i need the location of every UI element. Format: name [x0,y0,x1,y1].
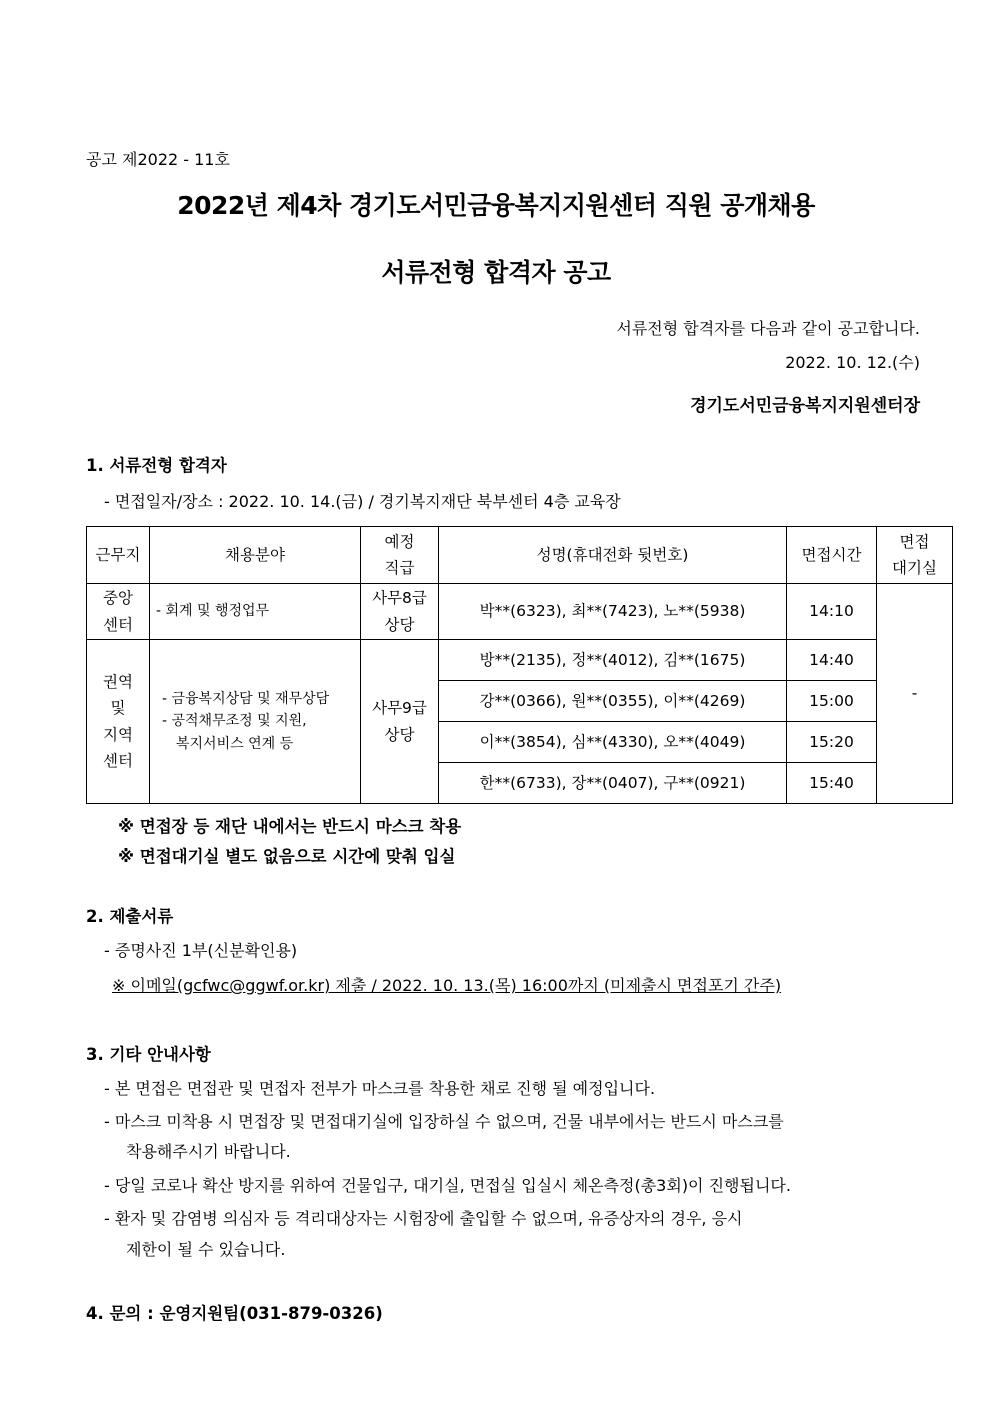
guide-item-continuation: 제한이 될 수 있습니다. [126,1240,286,1259]
names-cell: 한**(6733), 장**(0407), 구**(0921) [439,763,787,804]
header-location: 근무지 [87,527,150,584]
section2-heading: 2. 제출서류 [86,907,174,926]
header-grade: 예정 직급 [361,527,439,584]
location-cell: 권역 및 지역 센터 [87,640,150,804]
time-cell: 14:40 [787,640,877,681]
time-cell: 15:40 [787,763,877,804]
grade-cell: 사무9급 상당 [361,640,439,804]
section3-heading: 3. 기타 안내사항 [86,1045,211,1064]
issuer-name: 경기도서민금융복지지원센터장 [690,396,920,416]
time-cell: 15:20 [787,722,877,763]
waiting-room-cell: - [877,584,953,804]
grade-cell: 사무8급 상당 [361,584,439,640]
table-header-row [87,527,953,584]
field-cell: - 회계 및 행정업무 [150,584,361,640]
table-row [87,640,953,681]
interview-info: - 면접일자/장소 : 2022. 10. 14.(금) / 경기복지재단 북부센터 4층 교육장 [104,492,621,511]
names-cell: 박**(6323), 최**(7423), 노**(5938) [439,584,787,640]
names-cell: 방**(2135), 정**(4012), 김**(1675) [439,640,787,681]
contact-heading: 4. 문의 : 운영지원팀(031-879-0326) [86,1304,383,1323]
guide-item-continuation: 착용해주시기 바랍니다. [126,1142,291,1161]
field-cell: - 금융복지상담 및 재무상담 - 공적채무조정 및 지원, 복지서비스 연계 등 [150,640,361,804]
document-title: 2022년 제4차 경기도서민금융복지지원센터 직원 공개채용 [177,191,815,220]
table-row [87,584,953,640]
waiting-room-note: ※ 면접대기실 별도 없음으로 시간에 맞춰 입실 [118,847,456,866]
document-item: - 증명사진 1부(신분확인용) [104,941,298,960]
guide-item: - 본 면접은 면접관 및 면접자 전부가 마스크를 착용한 채로 진행 될 예정입니다. [104,1079,656,1098]
header-names: 성명(휴대전화 뒷번호) [439,527,787,584]
document-subtitle: 서류전형 합격자 공고 [381,258,611,287]
names-cell: 이**(3854), 심**(4330), 오**(4049) [439,722,787,763]
results-table [86,526,953,804]
section1-heading: 1. 서류전형 합격자 [86,456,227,475]
mask-note: ※ 면접장 등 재단 내에서는 반드시 마스크 착용 [118,817,462,836]
time-cell: 15:00 [787,681,877,722]
notice-number: 공고 제2022 - 11호 [86,150,230,169]
intro-text: 서류전형 합격자를 다음과 같이 공고합니다. [616,319,920,338]
guide-item: - 마스크 미착용 시 면접장 및 면접대기실에 입장하실 수 없으며, 건물 내부에서는 반드시 마스크를 [104,1112,784,1131]
notice-date: 2022. 10. 12.(수) [785,353,920,372]
time-cell: 14:10 [787,584,877,640]
email-submission-note: ※ 이메일(gcfwc@ggwf.or.kr) 제출 / 2022. 10. 13.(목) 16:00까지 (미제출시 면접포기 간주) [112,976,782,995]
header-time: 면접시간 [787,527,877,584]
guide-item: - 당일 코로나 확산 방지를 위하여 건물입구, 대기실, 면접실 입실시 체온측정(총3회)이 진행됩니다. [104,1176,791,1195]
header-waiting-room: 면접 대기실 [877,527,953,584]
header-field: 채용분야 [150,527,361,584]
names-cell: 강**(0366), 원**(0355), 이**(4269) [439,681,787,722]
guide-item: - 환자 및 감염병 의심자 등 격리대상자는 시험장에 출입할 수 없으며, 유증상자의 경우, 응시 [104,1209,743,1228]
location-cell: 중앙 센터 [87,584,150,640]
